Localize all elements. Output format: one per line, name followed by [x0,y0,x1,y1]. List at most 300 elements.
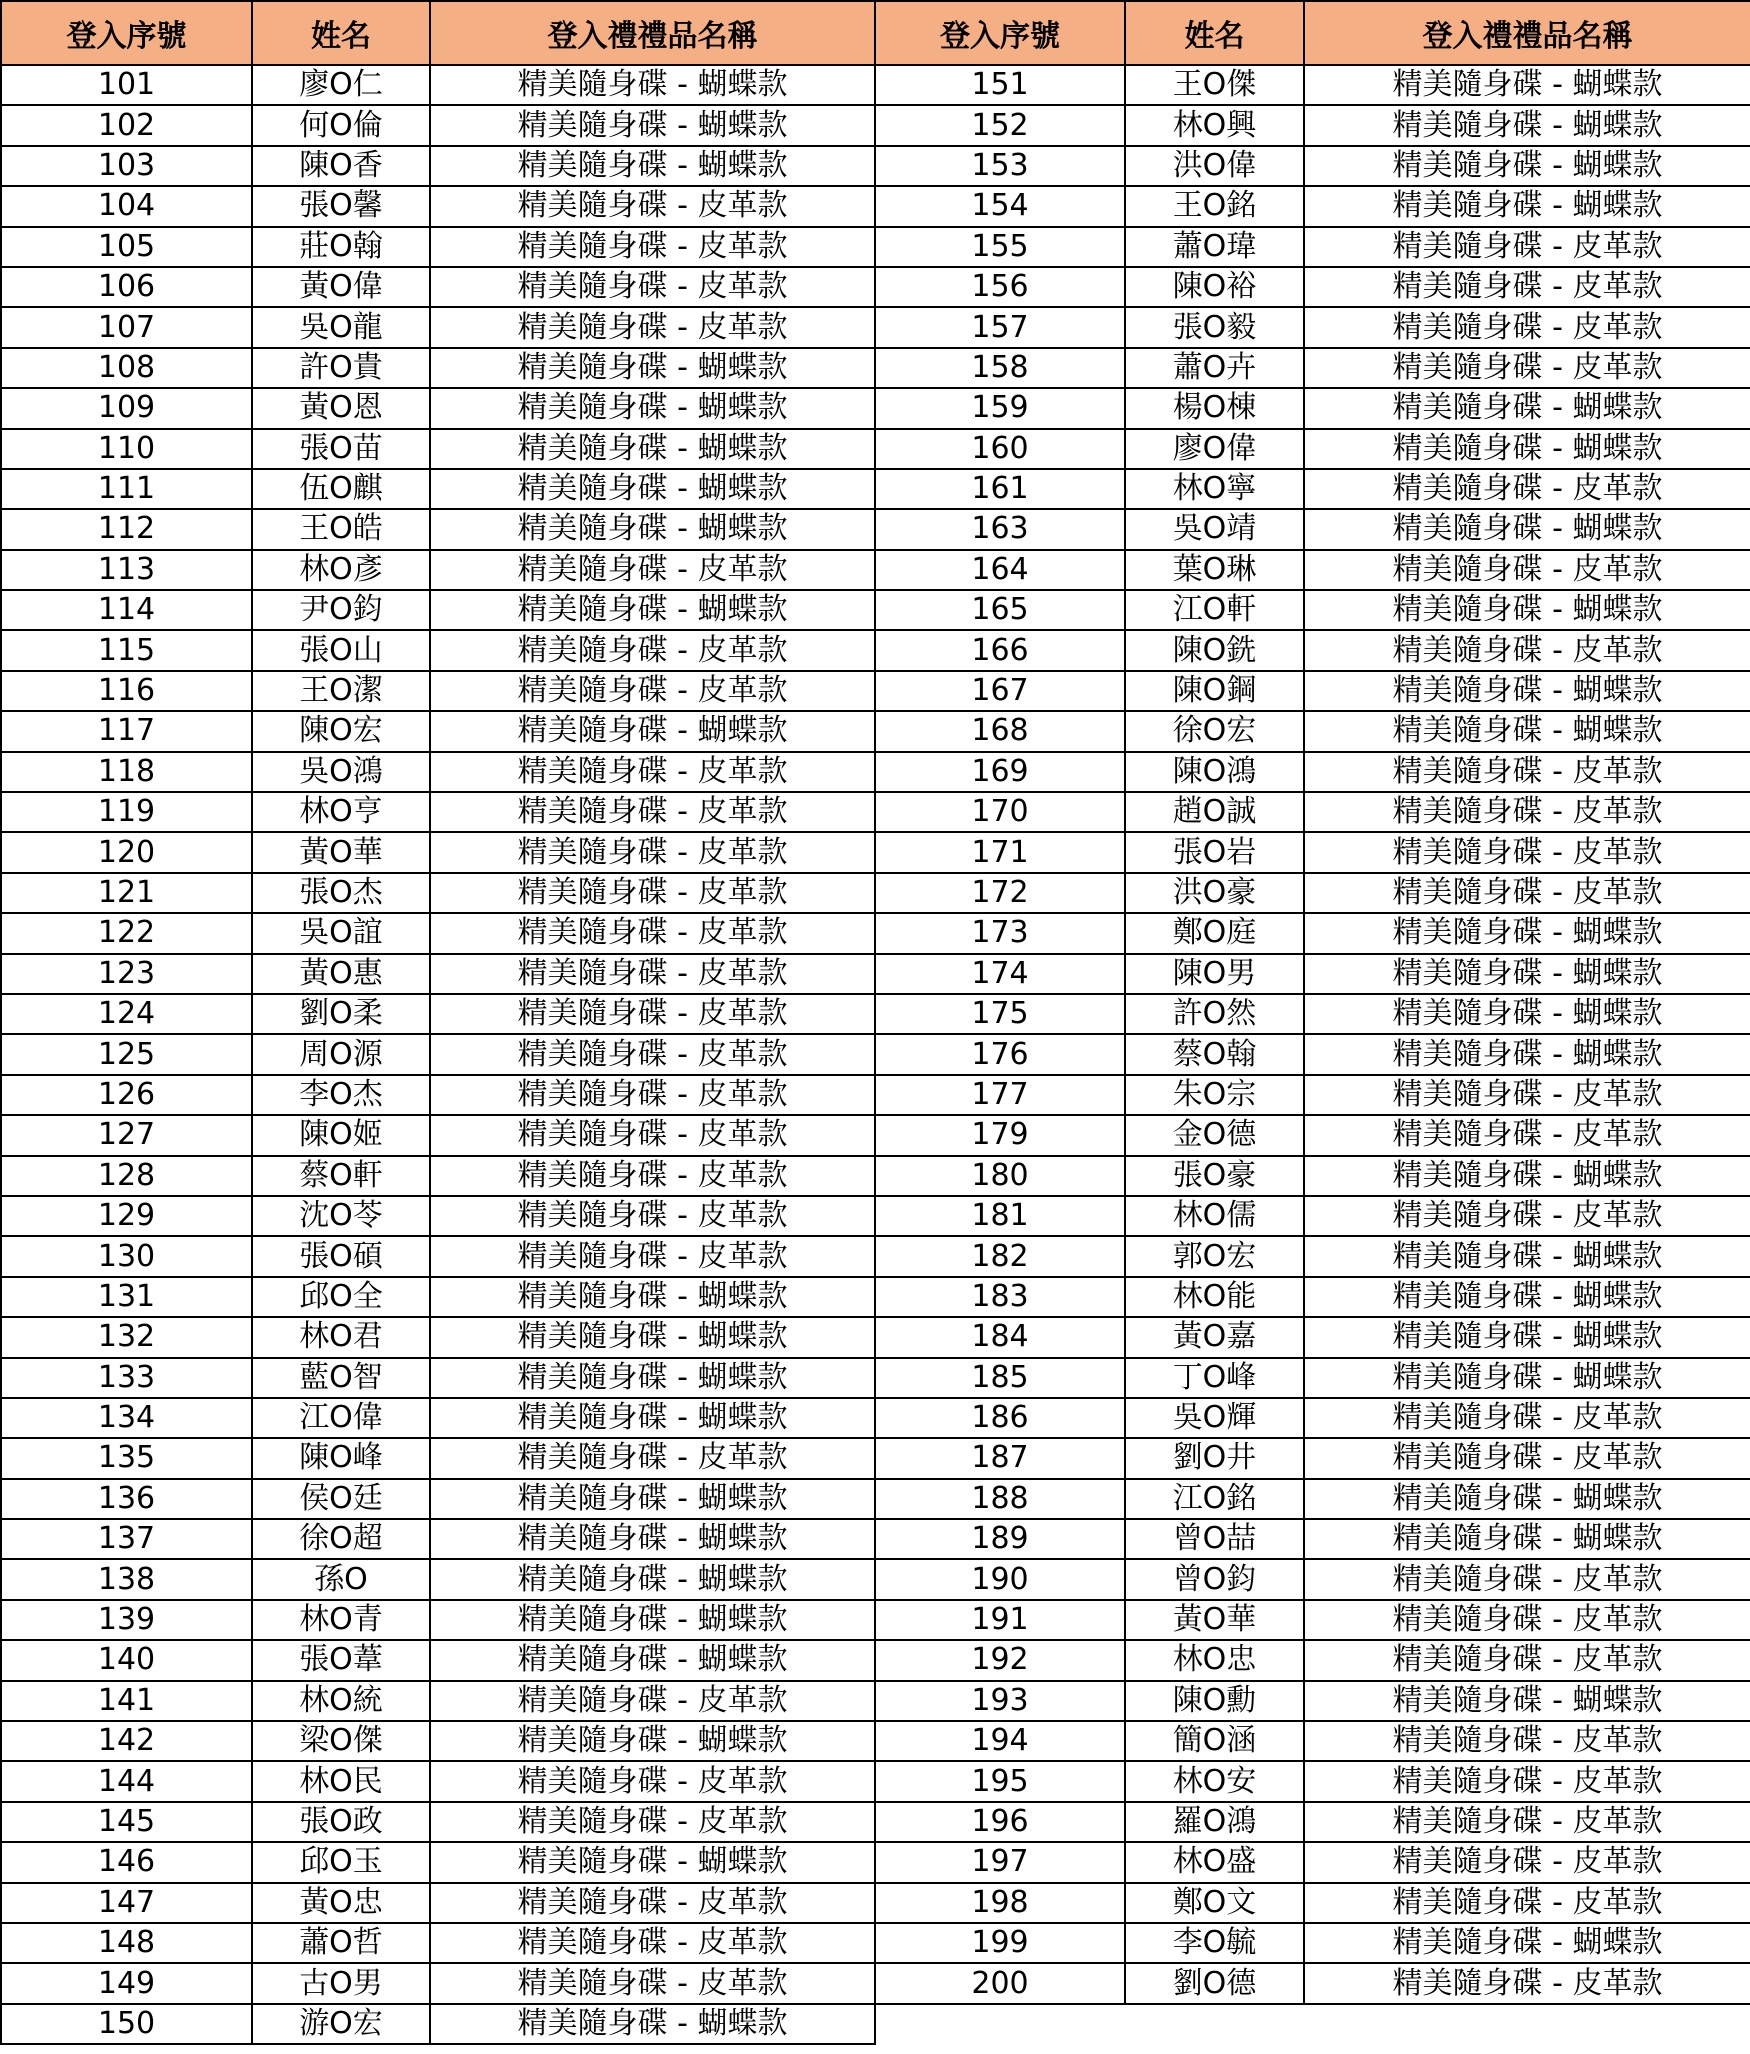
serial-cell: 158 [875,348,1125,388]
serial-cell: 186 [875,1398,1125,1438]
table-row [1,267,1750,307]
name-cell: 洪O豪 [1125,873,1304,913]
name-cell: 黃O惠 [252,954,430,994]
table-row [1,146,1750,186]
gift-cell: 精美隨身碟 - 皮革款 [1304,227,1750,267]
gift-cell: 精美隨身碟 - 蝴蝶款 [430,1479,875,1519]
table-row [1,832,1750,872]
gift-cell: 精美隨身碟 - 蝴蝶款 [1304,1317,1750,1357]
serial-cell: 190 [875,1559,1125,1599]
table-row [1,1479,1750,1519]
table-row [1,994,1750,1034]
serial-cell: 137 [1,1519,252,1559]
name-cell: 張O杰 [252,873,430,913]
name-cell: 何O倫 [252,105,430,145]
serial-cell: 155 [875,227,1125,267]
gift-cell: 精美隨身碟 - 蝴蝶款 [430,509,875,549]
gift-cell: 精美隨身碟 - 蝴蝶款 [1304,954,1750,994]
gift-cell: 精美隨身碟 - 皮革款 [1304,873,1750,913]
serial-cell: 126 [1,1075,252,1115]
serial-cell: 125 [1,1034,252,1074]
gift-cell: 精美隨身碟 - 皮革款 [430,1761,875,1801]
serial-cell: 180 [875,1156,1125,1196]
serial-cell: 153 [875,146,1125,186]
gift-cell: 精美隨身碟 - 蝴蝶款 [1304,429,1750,469]
name-cell: 邱O全 [252,1277,430,1317]
name-cell: 劉O德 [1125,1963,1304,2003]
gift-cell: 精美隨身碟 - 蝴蝶款 [430,1519,875,1559]
name-cell: 張O山 [252,630,430,670]
name-cell: 蕭O卉 [1125,348,1304,388]
name-cell: 廖O仁 [252,65,430,105]
serial-cell: 194 [875,1721,1125,1761]
name-cell: 林O能 [1125,1277,1304,1317]
gift-cell: 精美隨身碟 - 蝴蝶款 [430,1842,875,1882]
serial-cell: 161 [875,469,1125,509]
gift-cell: 精美隨身碟 - 蝴蝶款 [430,65,875,105]
serial-cell: 191 [875,1600,1125,1640]
serial-cell: 129 [1,1196,252,1236]
table-row [1,752,1750,792]
table-row [1,550,1750,590]
table-row [1,509,1750,549]
name-cell: 趙O誠 [1125,792,1304,832]
gift-cell: 精美隨身碟 - 蝴蝶款 [1304,1479,1750,1519]
name-cell: 古O男 [252,1963,430,2003]
name-cell: 吳O龍 [252,307,430,347]
table-header [1,1,1750,65]
name-cell: 林O君 [252,1317,430,1357]
name-cell: 陳O鋼 [1125,671,1304,711]
serial-cell: 172 [875,873,1125,913]
serial-cell: 107 [1,307,252,347]
gift-cell: 精美隨身碟 - 皮革款 [1304,348,1750,388]
gift-cell: 精美隨身碟 - 皮革款 [430,1196,875,1236]
serial-cell: 113 [1,550,252,590]
serial-cell: 103 [1,146,252,186]
gift-cell: 精美隨身碟 - 皮革款 [1304,1115,1750,1155]
serial-cell: 111 [1,469,252,509]
gift-cell: 精美隨身碟 - 皮革款 [430,792,875,832]
table-row [1,307,1750,347]
table-row [1,1317,1750,1357]
serial-cell: 169 [875,752,1125,792]
gift-cell: 精美隨身碟 - 皮革款 [1304,1075,1750,1115]
serial-cell: 160 [875,429,1125,469]
table-row [1,2004,1750,2044]
gift-cell: 精美隨身碟 - 皮革款 [1304,469,1750,509]
name-cell: 李O杰 [252,1075,430,1115]
header-row [1,1,1750,65]
name-cell: 王O皓 [252,509,430,549]
serial-cell: 102 [1,105,252,145]
gift-cell: 精美隨身碟 - 皮革款 [430,752,875,792]
name-cell: 江O偉 [252,1398,430,1438]
table-row [1,1802,1750,1842]
name-cell: 曾O喆 [1125,1519,1304,1559]
table-row [1,1277,1750,1317]
gift-cell: 精美隨身碟 - 皮革款 [1304,1721,1750,1761]
serial-cell: 159 [875,388,1125,428]
table-row [1,348,1750,388]
name-cell: 張O苗 [252,429,430,469]
gift-cell: 精美隨身碟 - 蝴蝶款 [430,590,875,630]
name-cell: 鄭O庭 [1125,913,1304,953]
serial-cell: 193 [875,1681,1125,1721]
serial-cell: 101 [1,65,252,105]
gift-cell: 精美隨身碟 - 皮革款 [1304,267,1750,307]
gift-cell: 精美隨身碟 - 皮革款 [1304,752,1750,792]
table-row [1,1559,1750,1599]
table-row [1,873,1750,913]
gift-cell: 精美隨身碟 - 皮革款 [1304,1600,1750,1640]
header-gift-right: 登入禮禮品名稱 [1304,1,1750,65]
name-cell: 葉O琳 [1125,550,1304,590]
gift-cell: 精美隨身碟 - 皮革款 [1304,1883,1750,1923]
name-cell: 陳O男 [1125,954,1304,994]
name-cell: 莊O翰 [252,227,430,267]
gift-cell: 精美隨身碟 - 皮革款 [430,954,875,994]
serial-cell: 184 [875,1317,1125,1357]
name-cell: 張O馨 [252,186,430,226]
gift-cell: 精美隨身碟 - 皮革款 [1304,1761,1750,1801]
name-cell: 林O安 [1125,1761,1304,1801]
header-name-right: 姓名 [1125,1,1304,65]
name-cell: 林O亨 [252,792,430,832]
name-cell: 金O德 [1125,1115,1304,1155]
serial-cell: 130 [1,1236,252,1276]
gift-cell: 精美隨身碟 - 皮革款 [430,994,875,1034]
name-cell: 羅O鴻 [1125,1802,1304,1842]
gift-cell: 精美隨身碟 - 皮革款 [430,873,875,913]
gift-cell: 精美隨身碟 - 皮革款 [430,671,875,711]
gift-cell: 精美隨身碟 - 皮革款 [430,267,875,307]
serial-cell: 196 [875,1802,1125,1842]
name-cell: 張O葦 [252,1640,430,1680]
gift-cell: 精美隨身碟 - 蝴蝶款 [430,1277,875,1317]
table-row [1,1721,1750,1761]
name-cell: 劉O井 [1125,1438,1304,1478]
gift-cell: 精美隨身碟 - 皮革款 [430,307,875,347]
table-row [1,1034,1750,1074]
header-gift-left: 登入禮禮品名稱 [430,1,875,65]
name-cell: 黃O偉 [252,267,430,307]
table-row [1,105,1750,145]
serial-cell: 175 [875,994,1125,1034]
name-cell: 郭O宏 [1125,1236,1304,1276]
name-cell: 許O貴 [252,348,430,388]
serial-cell: 149 [1,1963,252,2003]
name-cell: 張O政 [252,1802,430,1842]
name-cell: 林O興 [1125,105,1304,145]
serial-cell: 171 [875,832,1125,872]
serial-cell: 145 [1,1802,252,1842]
serial-cell: 109 [1,388,252,428]
name-cell: 林O彥 [252,550,430,590]
gift-cell: 精美隨身碟 - 皮革款 [1304,550,1750,590]
serial-cell: 200 [875,1963,1125,2003]
name-cell: 林O統 [252,1681,430,1721]
table-row [1,388,1750,428]
serial-cell: 177 [875,1075,1125,1115]
name-cell: 張O豪 [1125,1156,1304,1196]
serial-cell: 120 [1,832,252,872]
table-row [1,1883,1750,1923]
name-cell: 鄭O文 [1125,1883,1304,1923]
serial-cell: 140 [1,1640,252,1680]
serial-cell: 173 [875,913,1125,953]
table-row [1,1075,1750,1115]
serial-cell: 179 [875,1115,1125,1155]
name-cell: 林O忠 [1125,1640,1304,1680]
name-cell: 李O毓 [1125,1923,1304,1963]
serial-cell: 127 [1,1115,252,1155]
serial-cell: 114 [1,590,252,630]
gift-cell: 精美隨身碟 - 蝴蝶款 [430,2004,875,2044]
gift-cell: 精美隨身碟 - 蝴蝶款 [1304,65,1750,105]
gift-cell: 精美隨身碟 - 皮革款 [430,1681,875,1721]
gift-cell: 精美隨身碟 - 蝴蝶款 [430,1721,875,1761]
serial-cell: 152 [875,105,1125,145]
name-cell: 張O碩 [252,1236,430,1276]
name-cell: 黃O嘉 [1125,1317,1304,1357]
serial-cell: 189 [875,1519,1125,1559]
header-name-left: 姓名 [252,1,430,65]
name-cell: 朱O宗 [1125,1075,1304,1115]
name-cell: 陳O峰 [252,1438,430,1478]
table-row [1,1438,1750,1478]
gift-cell: 精美隨身碟 - 皮革款 [430,1034,875,1074]
gift-cell: 精美隨身碟 - 皮革款 [430,186,875,226]
name-cell: 周O源 [252,1034,430,1074]
table-row [1,227,1750,267]
serial-cell: 128 [1,1156,252,1196]
gift-cell: 精美隨身碟 - 皮革款 [430,1883,875,1923]
name-cell: 陳O勳 [1125,1681,1304,1721]
gift-cell: 精美隨身碟 - 皮革款 [430,630,875,670]
name-cell: 張O岩 [1125,832,1304,872]
header-serial-right: 登入序號 [875,1,1125,65]
gift-cell: 精美隨身碟 - 皮革款 [1304,630,1750,670]
gift-cell: 精美隨身碟 - 皮革款 [1304,1196,1750,1236]
serial-cell: 136 [1,1479,252,1519]
serial-cell: 148 [1,1923,252,1963]
gift-cell: 精美隨身碟 - 蝴蝶款 [1304,671,1750,711]
serial-cell: 199 [875,1923,1125,1963]
gift-cell: 精美隨身碟 - 蝴蝶款 [1304,105,1750,145]
name-cell: 簡O涵 [1125,1721,1304,1761]
serial-cell: 156 [875,267,1125,307]
table-body [1,65,1750,2044]
gift-cell: 精美隨身碟 - 皮革款 [430,227,875,267]
name-cell: 黃O恩 [252,388,430,428]
serial-cell: 144 [1,1761,252,1801]
table-row [1,630,1750,670]
name-cell: 王O潔 [252,671,430,711]
table-row [1,1398,1750,1438]
table-row [1,65,1750,105]
serial-cell: 112 [1,509,252,549]
serial-cell: 170 [875,792,1125,832]
table-row [1,1923,1750,1963]
name-cell: 侯O廷 [252,1479,430,1519]
serial-cell: 104 [1,186,252,226]
name-cell: 丁O峰 [1125,1358,1304,1398]
serial-cell: 116 [1,671,252,711]
table-row [1,1196,1750,1236]
serial-cell: 110 [1,429,252,469]
gift-cell: 精美隨身碟 - 蝴蝶款 [430,388,875,428]
serial-cell: 185 [875,1358,1125,1398]
gift-cell: 精美隨身碟 - 蝴蝶款 [1304,1681,1750,1721]
gift-cell: 精美隨身碟 - 蝴蝶款 [1304,1923,1750,1963]
table-row [1,1236,1750,1276]
table-row [1,711,1750,751]
gift-cell: 精美隨身碟 - 皮革款 [430,913,875,953]
table-row [1,1640,1750,1680]
serial-cell: 142 [1,1721,252,1761]
serial-cell: 132 [1,1317,252,1357]
name-cell: 尹O鈞 [252,590,430,630]
gift-cell: 精美隨身碟 - 蝴蝶款 [1304,1519,1750,1559]
name-cell: 吳O輝 [1125,1398,1304,1438]
serial-cell: 163 [875,509,1125,549]
name-cell: 吳O誼 [252,913,430,953]
serial-cell: 115 [1,630,252,670]
name-cell: 蔡O軒 [252,1156,430,1196]
name-cell: 黃O華 [252,832,430,872]
gift-cell: 精美隨身碟 - 蝴蝶款 [1304,711,1750,751]
name-cell: 陳O姬 [252,1115,430,1155]
table-row [1,1681,1750,1721]
gift-cell: 精美隨身碟 - 皮革款 [430,1438,875,1478]
serial-cell: 138 [1,1559,252,1599]
serial-cell: 174 [875,954,1125,994]
serial-cell: 139 [1,1600,252,1640]
serial-cell: 157 [875,307,1125,347]
empty-cell [875,2004,1125,2044]
gift-cell: 精美隨身碟 - 蝴蝶款 [1304,186,1750,226]
serial-cell: 154 [875,186,1125,226]
serial-cell: 166 [875,630,1125,670]
name-cell: 林O儒 [1125,1196,1304,1236]
name-cell: 劉O柔 [252,994,430,1034]
name-cell: 林O盛 [1125,1842,1304,1882]
table-row [1,1156,1750,1196]
serial-cell: 181 [875,1196,1125,1236]
gift-cell: 精美隨身碟 - 蝴蝶款 [430,1358,875,1398]
serial-cell: 150 [1,2004,252,2044]
name-cell: 林O寧 [1125,469,1304,509]
name-cell: 伍O麒 [252,469,430,509]
gift-cell: 精美隨身碟 - 蝴蝶款 [430,711,875,751]
table-row [1,186,1750,226]
gift-cell: 精美隨身碟 - 皮革款 [1304,1963,1750,2003]
gift-cell: 精美隨身碟 - 蝴蝶款 [1304,509,1750,549]
gift-cell: 精美隨身碟 - 皮革款 [430,550,875,590]
name-cell: 陳O香 [252,146,430,186]
name-cell: 游O宏 [252,2004,430,2044]
serial-cell: 176 [875,1034,1125,1074]
table-row [1,1358,1750,1398]
table-row [1,1842,1750,1882]
name-cell: 孫O [252,1559,430,1599]
gift-cell: 精美隨身碟 - 皮革款 [430,1115,875,1155]
name-cell: 蕭O瑋 [1125,227,1304,267]
serial-cell: 135 [1,1438,252,1478]
serial-cell: 131 [1,1277,252,1317]
serial-cell: 183 [875,1277,1125,1317]
serial-cell: 123 [1,954,252,994]
gift-cell: 精美隨身碟 - 皮革款 [430,1802,875,1842]
serial-cell: 134 [1,1398,252,1438]
gift-cell: 精美隨身碟 - 蝴蝶款 [430,105,875,145]
empty-cell [1125,2004,1304,2044]
name-cell: 徐O宏 [1125,711,1304,751]
name-cell: 黃O忠 [252,1883,430,1923]
name-cell: 徐O超 [252,1519,430,1559]
serial-cell: 182 [875,1236,1125,1276]
name-cell: 蕭O哲 [252,1923,430,1963]
name-cell: 邱O玉 [252,1842,430,1882]
name-cell: 王O銘 [1125,186,1304,226]
serial-cell: 133 [1,1358,252,1398]
gift-cell: 精美隨身碟 - 蝴蝶款 [430,1317,875,1357]
gift-cell: 精美隨身碟 - 蝴蝶款 [1304,1156,1750,1196]
table-row [1,590,1750,630]
name-cell: 蔡O翰 [1125,1034,1304,1074]
name-cell: 吳O鴻 [252,752,430,792]
name-cell: 梁O傑 [252,1721,430,1761]
gift-cell: 精美隨身碟 - 皮革款 [1304,1398,1750,1438]
gift-cell: 精美隨身碟 - 皮革款 [430,1075,875,1115]
gift-cell: 精美隨身碟 - 蝴蝶款 [430,146,875,186]
table-row [1,1115,1750,1155]
gift-cell: 精美隨身碟 - 皮革款 [1304,832,1750,872]
serial-cell: 165 [875,590,1125,630]
empty-cell [1304,2004,1750,2044]
serial-cell: 192 [875,1640,1125,1680]
gift-cell: 精美隨身碟 - 蝴蝶款 [1304,146,1750,186]
name-cell: 張O毅 [1125,307,1304,347]
gift-cell: 精美隨身碟 - 皮革款 [430,1236,875,1276]
serial-cell: 106 [1,267,252,307]
serial-cell: 119 [1,792,252,832]
table-row [1,671,1750,711]
table-row [1,1519,1750,1559]
table-row [1,954,1750,994]
serial-cell: 141 [1,1681,252,1721]
name-cell: 廖O偉 [1125,429,1304,469]
table-row [1,913,1750,953]
gift-cell: 精美隨身碟 - 皮革款 [1304,1559,1750,1599]
gift-cell: 精美隨身碟 - 蝴蝶款 [1304,1277,1750,1317]
gift-cell: 精美隨身碟 - 皮革款 [430,1923,875,1963]
gift-cell: 精美隨身碟 - 蝴蝶款 [1304,388,1750,428]
serial-cell: 146 [1,1842,252,1882]
gift-cell: 精美隨身碟 - 蝴蝶款 [1304,913,1750,953]
table-row [1,429,1750,469]
serial-cell: 117 [1,711,252,751]
gift-cell: 精美隨身碟 - 蝴蝶款 [1304,1358,1750,1398]
serial-cell: 122 [1,913,252,953]
name-cell: 江O軒 [1125,590,1304,630]
gift-cell: 精美隨身碟 - 蝴蝶款 [430,1600,875,1640]
gift-cell: 精美隨身碟 - 皮革款 [1304,1438,1750,1478]
name-cell: 林O青 [252,1600,430,1640]
gift-cell: 精美隨身碟 - 皮革款 [1304,1842,1750,1882]
gift-cell: 精美隨身碟 - 蝴蝶款 [430,469,875,509]
